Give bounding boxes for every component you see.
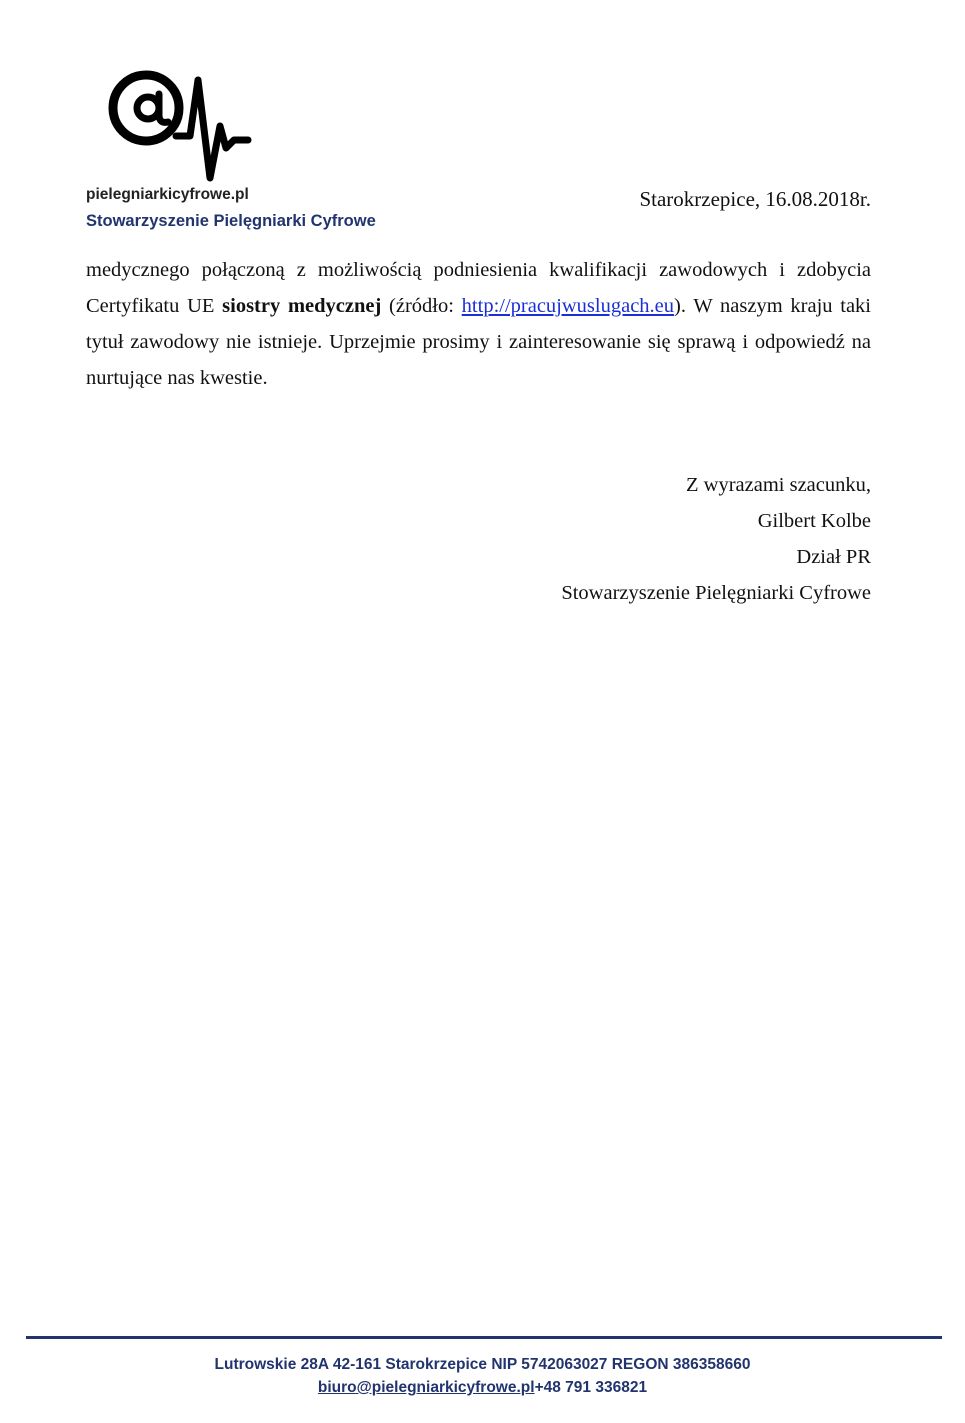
- signatory-organization: Stowarzyszenie Pielęgniarki Cyfrowe: [561, 582, 871, 604]
- footer-email-link[interactable]: biuro@pielegniarkicyfrowe.pl: [317, 1379, 535, 1396]
- at-heartbeat-logo-icon: [106, 70, 254, 186]
- signatory-department: Dział PR: [796, 546, 871, 568]
- footer-contact: [0, 1376, 965, 1399]
- letter-text: medycznego połączoną z możliwością podniesienia kwalifikacji zawodowych i zdobycia Certyfikatu UE: [86, 259, 871, 317]
- letter-emphasis: siostry medycznej: [222, 295, 382, 317]
- closing-greeting: Z wyrazami szacunku,: [686, 474, 871, 496]
- organization-name: Stowarzyszenie Pielęgniarki Cyfrowe: [86, 212, 376, 230]
- letter-text: ). W naszym kraju taki tytuł zawodowy nie istnieje. Uprzejmie prosimy i zainteresowanie się sprawą i odpowiedź na nurtujące nas kwestie.: [86, 295, 871, 389]
- signature-block: [561, 467, 871, 611]
- site-name: pielegniarkicyfrowe.pl: [86, 186, 249, 203]
- place-date: Starokrzepice, 16.08.2018r.: [639, 187, 871, 211]
- footer: [0, 1353, 965, 1399]
- logo: [106, 70, 254, 186]
- footer-phone: +48 791 336821: [534, 1379, 648, 1396]
- footer-divider: [26, 1336, 942, 1339]
- letter-body: [86, 252, 871, 396]
- letter-text: (źródło:: [381, 295, 462, 317]
- signatory-name: Gilbert Kolbe: [757, 510, 871, 532]
- footer-address: Lutrowskie 28A 42-161 Starokrzepice NIP 5742063027 REGON 386358660: [214, 1356, 751, 1373]
- source-link[interactable]: http://pracujwuslugach.eu: [461, 295, 675, 317]
